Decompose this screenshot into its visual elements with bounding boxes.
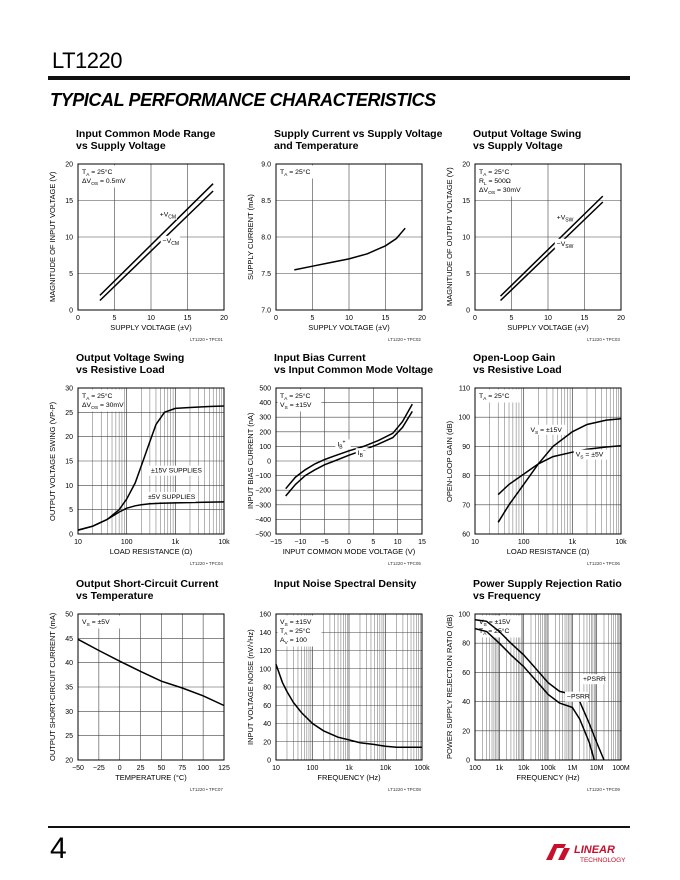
- y-axis-label: POWER SUPPLY REJECTION RATIO (dB): [445, 614, 454, 760]
- y-tick-label: 400: [259, 400, 271, 408]
- section-title: TYPICAL PERFORMANCE CHARACTERISTICS: [50, 90, 436, 110]
- chart-title: Output Short-Circuit Current vs Temperature: [76, 578, 219, 602]
- annotation-text: $V_S = \pm 15V$: [280, 619, 312, 628]
- chart-panel-tpc06: [447, 352, 647, 577]
- y-tick-label: 60: [462, 531, 470, 539]
- grid: [276, 164, 422, 310]
- x-tick-label: 1k: [171, 539, 180, 546]
- x-tick-label: 5: [371, 539, 376, 546]
- annotation-text: $T_A = 25^\circ C$: [280, 393, 311, 402]
- annotation-text: $\Delta V_{OS} = 30mV$: [82, 402, 124, 411]
- y-tick-label: 30: [65, 385, 73, 393]
- x-tick-label: 1k: [495, 765, 504, 772]
- x-tick-label: 10: [74, 539, 82, 546]
- series-label: $V_S = \pm 15V$: [530, 426, 562, 436]
- figure-code: LT1220 • TPC02: [388, 337, 421, 342]
- y-tick-label: 8.0: [261, 234, 271, 242]
- y-tick-label: 0: [267, 757, 271, 765]
- chart-panel-tpc05: [248, 352, 448, 577]
- x-tick-label: 100: [120, 539, 133, 546]
- series-label: $+V_{CM}$: [159, 211, 177, 221]
- annotation-text: $\Delta V_{OS} = 0.5mV$: [82, 178, 126, 187]
- chart-title: Power Supply Rejection Ratio vs Frequency: [473, 578, 622, 602]
- x-tick-label: 100: [197, 765, 209, 772]
- x-tick-label: 100: [469, 765, 481, 772]
- y-tick-label: 40: [462, 699, 470, 707]
- x-tick-label: −10: [294, 539, 307, 546]
- x-tick-label: 0: [117, 765, 122, 772]
- figure-code: LT1220 • TPC01: [190, 337, 223, 342]
- x-axis-label: LOAD RESISTANCE (Ω): [506, 547, 590, 556]
- series-line: [78, 639, 224, 705]
- chart-panel-tpc08: [248, 578, 448, 803]
- y-tick-label: 100: [259, 666, 271, 674]
- series-label: $-V_{CM}$: [162, 237, 179, 247]
- y-tick-label: 80: [462, 473, 470, 481]
- y-tick-label: 0: [69, 531, 73, 539]
- y-axis-label: OPEN-LOOP GAIN (dB): [445, 420, 454, 502]
- y-tick-label: 110: [458, 385, 470, 393]
- x-tick-label: 10k: [218, 539, 230, 546]
- x-tick-label: 50: [157, 765, 166, 772]
- grid: [78, 614, 224, 760]
- y-tick-label: 60: [263, 702, 271, 710]
- figure-code: LT1220 • TPC03: [587, 337, 620, 342]
- y-tick-label: 15: [462, 198, 470, 205]
- chart-panel-tpc02: [248, 128, 448, 353]
- annotation-text: $T_A = 25^\circ C$: [82, 393, 113, 402]
- y-tick-label: 25: [65, 733, 73, 741]
- chart-title: Output Voltage Swing vs Supply Voltage: [473, 128, 582, 152]
- x-tick-label: 10: [471, 539, 479, 546]
- y-tick-label: 8.5: [261, 198, 271, 205]
- plot-frame: [475, 388, 621, 534]
- x-tick-label: 15: [183, 315, 192, 322]
- x-tick-label: 10M: [589, 765, 604, 772]
- chart-title: Input Common Mode Range vs Supply Voltage: [76, 128, 216, 152]
- x-axis-label: TEMPERATURE (°C): [115, 773, 187, 782]
- x-tick-label: 100: [517, 539, 530, 546]
- series-label: $-V_{SW}$: [556, 240, 574, 250]
- y-tick-label: −300: [255, 502, 271, 510]
- y-tick-label: 0: [466, 757, 470, 765]
- y-axis-label: MAGNITUDE OF INPUT VOLTAGE (V): [48, 171, 57, 303]
- linear-technology-logo: [544, 838, 634, 866]
- x-tick-label: 15: [418, 539, 426, 546]
- x-tick-label: 15: [381, 315, 390, 322]
- y-tick-label: 5: [466, 271, 470, 278]
- y-tick-label: 5: [69, 271, 73, 278]
- page-number: 4: [50, 832, 67, 865]
- figure-code: LT1220 • TPC05: [388, 561, 421, 566]
- x-tick-label: 0: [473, 315, 477, 322]
- x-tick-label: −15: [270, 539, 282, 546]
- annotation-text: $T_A = 25^\circ C$: [479, 628, 510, 637]
- y-axis-label: INPUT BIAS CURRENT (nA): [246, 412, 255, 510]
- x-tick-label: 0: [76, 315, 80, 322]
- annotation-text: $A_V = 100$: [280, 637, 307, 646]
- x-tick-label: 0: [274, 315, 278, 322]
- x-tick-label: 10: [393, 539, 402, 546]
- y-tick-label: 100: [458, 414, 470, 422]
- series-label: +PSRR: [583, 676, 606, 684]
- annotation-text: $V_S = \pm 5V$: [82, 619, 110, 628]
- y-tick-label: 20: [263, 739, 271, 747]
- y-tick-label: 90: [462, 443, 470, 451]
- y-tick-label: 0: [69, 307, 73, 315]
- y-tick-label: 10: [462, 234, 470, 242]
- x-tick-label: 100M: [612, 765, 630, 772]
- y-tick-label: 80: [263, 684, 271, 692]
- part-number: LT1220: [52, 48, 122, 73]
- y-tick-label: 50: [65, 611, 73, 619]
- series-label: $I_B^+$: [337, 439, 346, 451]
- series-label: −PSRR: [566, 693, 590, 701]
- y-tick-label: 20: [462, 728, 470, 736]
- y-tick-label: 120: [259, 648, 271, 655]
- chart-plot: [248, 352, 448, 577]
- x-tick-label: −5: [320, 539, 329, 546]
- y-tick-label: 160: [259, 611, 271, 619]
- y-tick-label: 10: [65, 482, 73, 490]
- y-axis-label: OUTPUT SHORT-CIRCUIT CURRENT (mA): [48, 612, 57, 762]
- x-tick-label: 10: [544, 315, 552, 322]
- logo-mark-icon: [546, 844, 570, 860]
- annotation-text: $T_A = 25^\circ C$: [479, 393, 510, 402]
- x-axis-label: INPUT COMMON MODE VOLTAGE (V): [282, 547, 416, 556]
- x-axis-label: SUPPLY VOLTAGE (±V): [507, 323, 589, 332]
- chart-plot: [447, 578, 647, 803]
- y-tick-label: 5: [69, 507, 73, 515]
- y-tick-label: 140: [259, 629, 271, 637]
- x-tick-label: 10: [272, 765, 280, 772]
- x-tick-label: 10: [147, 315, 155, 322]
- figure-code: LT1220 • TPC09: [587, 787, 620, 792]
- y-tick-label: 9.0: [261, 161, 271, 169]
- x-tick-label: 25: [136, 765, 145, 772]
- x-tick-label: 1k: [568, 539, 577, 546]
- x-tick-label: 10k: [518, 765, 530, 772]
- y-tick-label: 7.5: [261, 271, 271, 278]
- annotation-text: $T_A = 25^\circ C$: [82, 169, 113, 178]
- y-tick-label: 300: [259, 414, 271, 422]
- y-tick-label: 40: [263, 721, 271, 728]
- series-line: [475, 620, 604, 760]
- y-tick-label: 7.0: [261, 307, 271, 315]
- x-axis-label: FREQUENCY (Hz): [317, 773, 381, 782]
- figure-code: LT1220 • TPC08: [388, 787, 421, 792]
- y-tick-label: 100: [458, 611, 470, 619]
- chart-panel-tpc03: [447, 128, 647, 353]
- x-tick-label: 20: [220, 315, 228, 322]
- x-tick-label: 10k: [379, 765, 392, 772]
- x-axis-label: LOAD RESISTANCE (Ω): [109, 547, 193, 556]
- y-tick-label: 20: [65, 161, 73, 169]
- y-tick-label: 25: [65, 409, 73, 417]
- series-label: $I_B^-$: [357, 448, 366, 460]
- series-label: $V_S = \pm 5V$: [575, 451, 604, 461]
- annotation-text: $T_A = 25^\circ C$: [280, 628, 311, 637]
- y-tick-label: 20: [462, 161, 470, 169]
- annotation-text: $R_L = 500\Omega$: [479, 178, 511, 187]
- y-tick-label: 15: [65, 198, 73, 205]
- logo-text-bottom: TECHNOLOGY: [580, 857, 626, 864]
- y-tick-label: 30: [65, 708, 73, 716]
- series-line: [100, 191, 213, 301]
- x-tick-label: 75: [178, 765, 187, 772]
- x-tick-label: 100k: [540, 765, 556, 772]
- y-tick-label: 15: [65, 458, 73, 466]
- chart-panel-tpc07: [50, 578, 250, 803]
- y-tick-label: 100: [259, 443, 271, 451]
- y-axis-label: MAGNITUDE OF OUTPUT VOLTAGE (V): [445, 167, 454, 307]
- y-tick-label: 70: [462, 502, 470, 510]
- series-line: [501, 196, 603, 296]
- y-tick-label: 500: [259, 385, 271, 393]
- series-label: ±5V SUPPLIES: [148, 493, 196, 501]
- footer-rule: [48, 826, 630, 828]
- y-axis-label: SUPPLY CURRENT (mA): [246, 194, 255, 280]
- chart-panel-tpc09: [447, 578, 647, 803]
- grid: [475, 388, 621, 534]
- y-tick-label: −100: [255, 473, 271, 481]
- x-tick-label: 10k: [615, 539, 627, 546]
- chart-title: Input Noise Spectral Density: [274, 578, 417, 590]
- x-tick-label: 10: [345, 315, 353, 322]
- y-tick-label: 0: [466, 307, 470, 315]
- figure-code: LT1220 • TPC07: [190, 787, 223, 792]
- x-tick-label: 100k: [414, 765, 430, 772]
- chart-panel-tpc01: [50, 128, 250, 353]
- chart-plot: [447, 128, 647, 353]
- x-tick-label: −50: [72, 765, 84, 772]
- y-tick-label: 80: [462, 640, 470, 648]
- series-label: $+V_{SW}$: [556, 214, 574, 224]
- chart-plot: [248, 578, 448, 803]
- x-tick-label: 5: [310, 315, 315, 322]
- chart-title: Output Voltage Swing vs Resistive Load: [76, 352, 185, 376]
- chart-title: Supply Current vs Supply Voltage and Temperature: [274, 128, 443, 152]
- x-tick-label: 1k: [345, 765, 353, 772]
- y-axis-label: INPUT VOLTAGE NOISE (nV/√Hz): [246, 629, 255, 745]
- chart-plot: [248, 128, 448, 353]
- figure-code: LT1220 • TPC04: [190, 561, 223, 566]
- annotation-text: $V_S = \pm 15V$: [280, 402, 312, 411]
- chart-plot: [50, 128, 250, 353]
- x-tick-label: 20: [418, 315, 426, 322]
- series-line: [501, 202, 603, 301]
- x-axis-label: SUPPLY VOLTAGE (±V): [308, 323, 390, 332]
- chart-title: Input Bias Current vs Input Common Mode Voltage: [274, 352, 434, 376]
- annotation-text: $T_A = 25^\circ C$: [479, 169, 510, 178]
- x-tick-label: 1M: [567, 765, 578, 772]
- y-tick-label: 60: [462, 669, 470, 677]
- figure-code: LT1220 • TPC06: [587, 561, 620, 566]
- series-line: [78, 502, 224, 530]
- y-tick-label: 20: [65, 757, 73, 765]
- header-rule: [48, 76, 630, 80]
- x-tick-label: 5: [509, 315, 514, 322]
- x-tick-label: −25: [92, 765, 105, 772]
- chart-plot: [50, 352, 250, 577]
- y-tick-label: −400: [255, 516, 271, 524]
- chart-panel-tpc04: [50, 352, 250, 577]
- x-tick-label: 0: [347, 539, 351, 546]
- y-tick-label: 20: [65, 434, 73, 442]
- y-tick-label: −500: [255, 531, 271, 539]
- x-tick-label: 15: [580, 315, 589, 322]
- y-tick-label: −200: [255, 487, 271, 495]
- y-tick-label: 10: [65, 234, 73, 242]
- annotation-text: $T_A = 25^\circ C$: [280, 169, 311, 178]
- x-axis-label: FREQUENCY (Hz): [516, 773, 580, 782]
- logo-text-top: LINEAR: [574, 844, 615, 856]
- annotation-text: $\Delta V_{OS} = 30mV$: [479, 187, 521, 196]
- y-axis-label: OUTPUT VOLTAGE SWING (VP-P): [48, 401, 57, 521]
- x-axis-label: SUPPLY VOLTAGE (±V): [110, 323, 192, 332]
- chart-plot: [50, 578, 250, 803]
- series-label: ±15V SUPPLIES: [151, 467, 202, 475]
- y-tick-label: 0: [267, 458, 271, 466]
- x-tick-label: 100: [306, 765, 319, 772]
- y-tick-label: 35: [65, 684, 73, 692]
- y-tick-label: 45: [65, 635, 73, 643]
- x-tick-label: 20: [617, 315, 625, 322]
- chart-title: Open-Loop Gain vs Resistive Load: [473, 352, 562, 376]
- x-tick-label: 125: [218, 765, 230, 772]
- series-line: [294, 228, 405, 270]
- y-tick-label: 40: [65, 660, 73, 668]
- y-tick-label: 200: [259, 429, 271, 437]
- annotation-text: $V_S = \pm 15V$: [479, 619, 511, 628]
- x-tick-label: 5: [112, 315, 117, 322]
- chart-plot: [447, 352, 647, 577]
